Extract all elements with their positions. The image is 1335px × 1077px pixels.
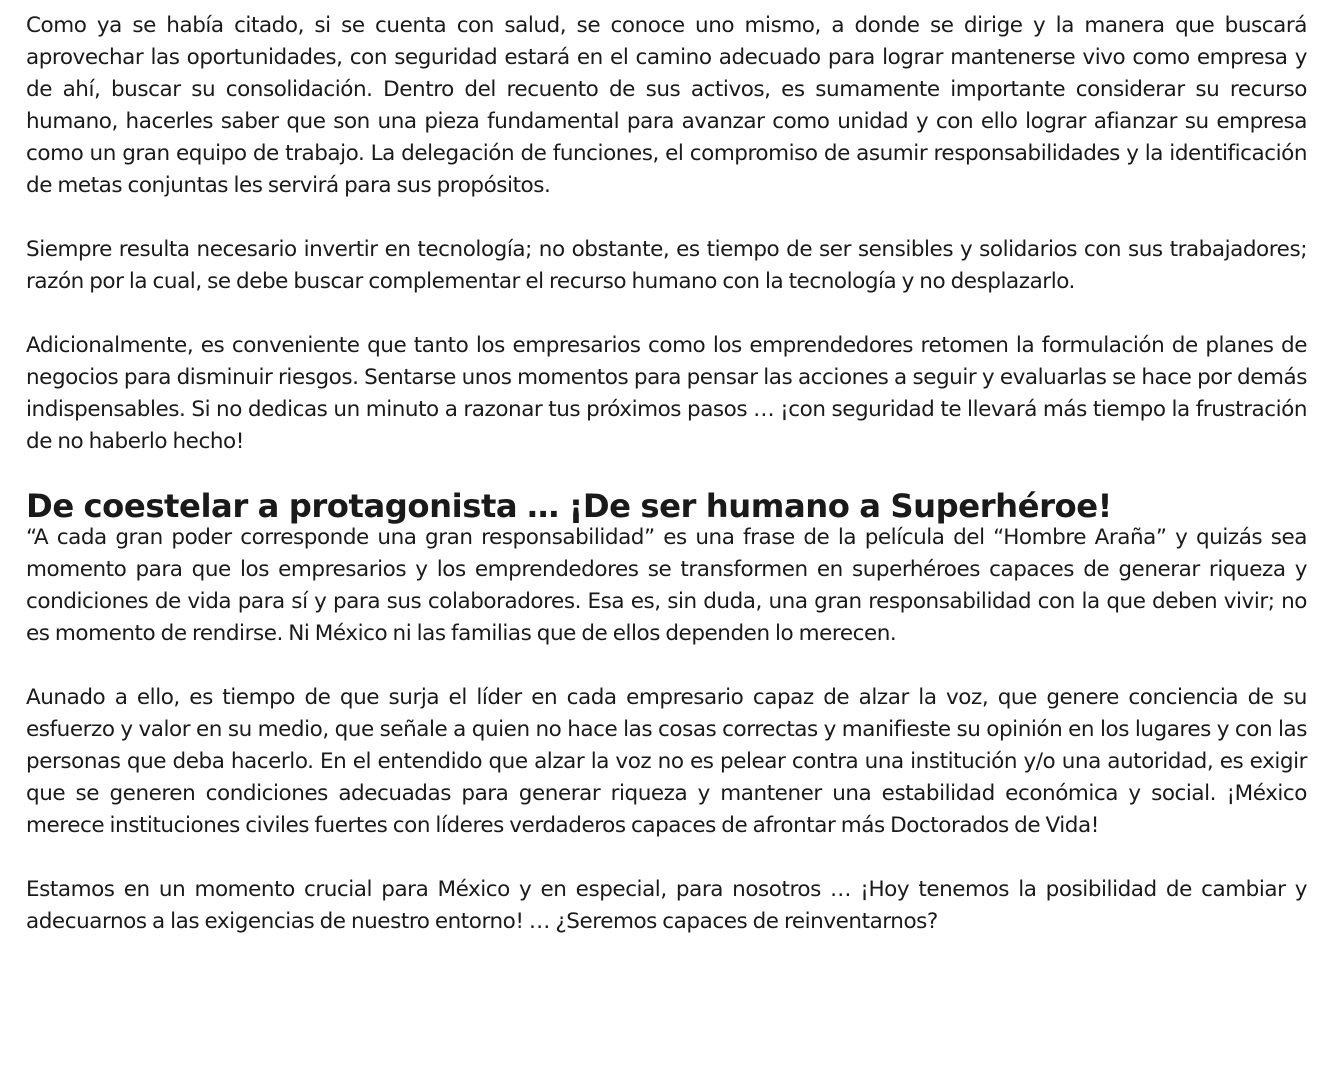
paragraph-section-2: Aunado a ello, es tiempo de que surja el líder en cada empresario capaz de alzar la voz, que genere conciencia de su esfuerzo y valor en su medio, que señale a quien no hace las cosas correctas y manifieste su opinión en los lugares y con las personas que deba hacerlo. En el entendido que alzar la voz no es pelear contra una institución y/o una autoridad, es exigir que se generen condiciones adecuadas para generar riqueza y mantener una estabilidad económica y social. ¡México merece instituciones civiles fuertes con líderes verdaderos capaces de afrontar más Doctorados de Vida! <box>26 685 1307 838</box>
paragraph-intro-3: Adicionalmente, es conveniente que tanto los empresarios como los emprendedores retomen la formulación de planes de negocios para disminuir riesgos. Sentarse unos momentos para pensar las acciones a seguir y evaluarlas se hace por demás indispensables. Si no dedicas un minuto a razonar tus próximos pasos … ¡con seguridad te llevará más tiempo la frustración de no haberlo hecho! <box>26 333 1307 454</box>
paragraph-section-1: “A cada gran poder corresponde una gran responsabilidad” es una frase de la película del “Hombre Araña” y quizás sea momento para que los empresarios y los emprendedores se transformen en superhéroes capaces de generar riqueza y condiciones de vida para sí y para sus colaboradores. Esa es, sin duda, una gran responsabilidad con la que deben vivir; no es momento de rendirse. Ni México ni las familias que de ellos dependen lo merecen. <box>26 525 1307 646</box>
paragraph-section-3: Estamos en un momento crucial para México y en especial, para nosotros … ¡Hoy tenemos la posibilidad de cambiar y adecuarnos a las exigencias de nuestro entorno! … ¿Seremos capaces de reinventarnos? <box>26 877 1307 934</box>
section-heading: De coestelar a protagonista … ¡De ser humano a Superhéroe! <box>26 487 1112 525</box>
paragraph-intro-2: Siempre resulta necesario invertir en tecnología; no obstante, es tiempo de ser sensibles y solidarios con sus trabajadores; razón por la cual, se debe buscar complementar el recurso humano con la tecnología y no desplazarlo. <box>26 237 1307 294</box>
document-page <box>26 10 1307 970</box>
paragraph-intro-1: Como ya se había citado, si se cuenta con salud, se conoce uno mismo, a donde se dirige y la manera que buscará aprovechar las oportunidades, con seguridad estará en el camino adecuado para lograr mantenerse vivo como empresa y de ahí, buscar su consolidación. Dentro del recuento de sus activos, es sumamente importante considerar su recurso humano, hacerles saber que son una pieza fundamental para avanzar como unidad y con ello lograr afianzar su empresa como un gran equipo de trabajo. La delegación de funciones, el compromiso de asumir responsabilidades y la identificación de metas conjuntas les servirá para sus propósitos. <box>26 13 1307 198</box>
